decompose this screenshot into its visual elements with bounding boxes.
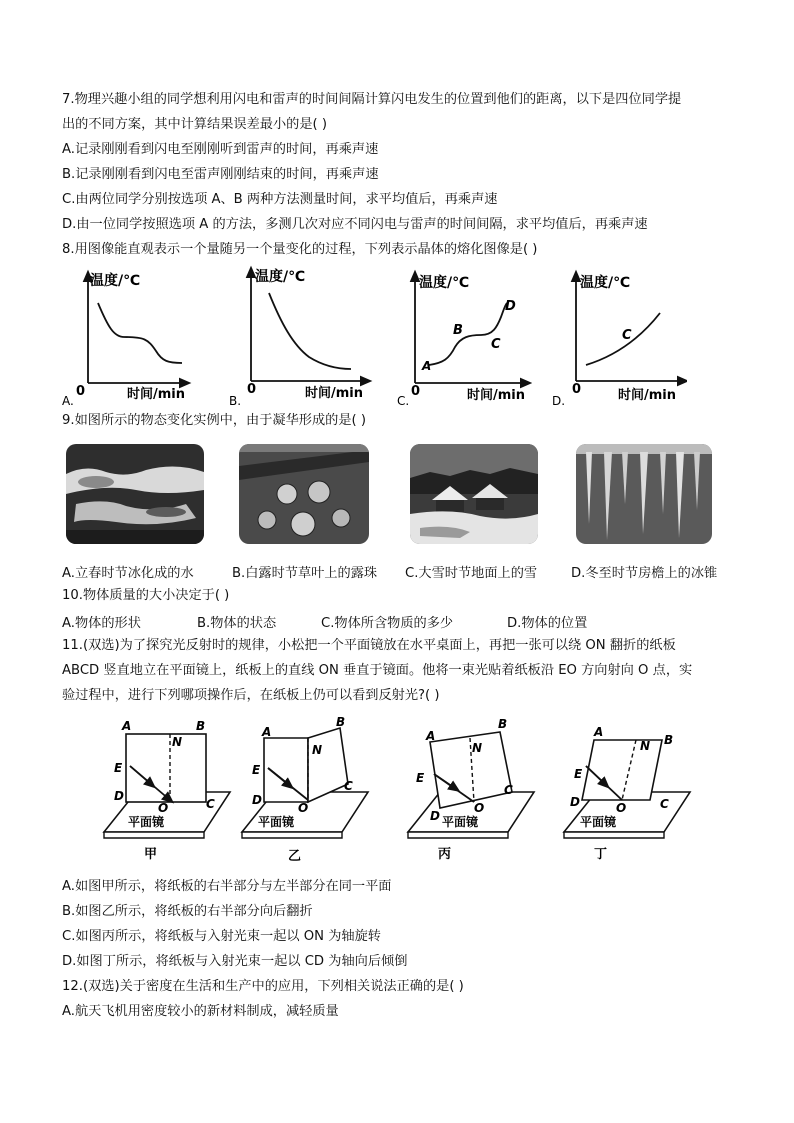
label-mirror-yi: 平面镜 [258,815,295,829]
q11-stem-line1: 11.(双选)为了探究光反射时的规律，小松把一个平面镜放在水平桌面上，再把一张可以绕 ON 翻折的纸板 [62,638,676,653]
q8-point-b: B [453,323,463,338]
q8-graph-b-label: B. [229,394,242,407]
label-n-ding: N [640,739,651,753]
q8-xlabel-d: 时间/min [618,388,677,403]
q11-option-b: B.如图乙所示，将纸板的右半部分向后翻折 [62,904,313,919]
q8-graph-a-label: A. [62,394,74,407]
q9-option-d: D.冬至时节房檐上的冰锥 [571,566,718,581]
q8-curve-a [98,303,182,363]
label-mirror-bing: 平面镜 [442,815,479,829]
label-e: E [114,761,123,775]
label-d-yi: D [252,793,262,807]
q9-stem: 9.如图所示的物态变化实例中，由于凝华形成的是( ) [62,413,366,428]
q8-xlabel-b: 时间/min [305,386,364,401]
q8-ylabel-c: 温度/℃ [419,275,470,291]
q10-option-b: B.物体的状态 [197,616,277,631]
q11-option-c: C.如图丙所示，将纸板与入射光束一起以 ON 为轴旋转 [62,929,381,944]
label-d: D [114,789,124,803]
q8-ylabel-b: 温度/℃ [255,269,306,285]
q10-option-c: C.物体所含物质的多少 [321,616,454,631]
q11-stem-line3: 验过程中，进行下列哪项操作后，在纸板上仍可以看到反射光?( ) [62,688,440,703]
q9-photo-icicles [576,444,712,544]
q8-curve-b [269,293,351,369]
q7-stem-line1: 7.物理兴趣小组的同学想利用闪电和雷声的时间间隔计算闪电发生的位置到他们的距离，以下是四位同学提 [62,92,682,107]
label-b-ding: B [664,733,674,747]
q12-option-a: A.航天飞机用密度较小的新材料制成，减轻质量 [62,1004,339,1019]
label-a-ding: A [594,725,604,739]
label-o: O [158,801,169,815]
q9-photo-snow [410,444,538,544]
q8-stem: 8.用图像能直观表示一个量随另一个量变化的过程，下列表示晶体的熔化图像是( ) [62,242,538,257]
q8-graph-d-label: D. [552,394,566,407]
q11-figure-jia [100,716,240,866]
label-mirror-ding: 平面镜 [580,815,617,829]
q8-point-a: A [422,359,432,373]
label-c: C [206,797,215,811]
q10-option-d: D.物体的位置 [507,616,588,631]
q8-point-c-d: C [622,328,632,343]
label-a-yi: A [262,725,272,739]
label-b-yi: B [336,715,346,729]
label-d-ding: D [570,795,580,809]
q8-origin-d: 0 [572,382,582,397]
label-n: N [172,735,183,749]
q9-option-c: C.大雪时节地面上的雪 [405,566,538,581]
q8-ylabel-a: 温度/℃ [90,273,141,289]
q10-stem: 10.物体质量的大小决定于( ) [62,588,230,603]
q7-option-d: D.由一位同学按照选项 A 的方法，多测几次对应不同闪电与雷声的时间间隔，求平均值后，再乘声速 [62,217,648,232]
label-n-yi: N [312,743,323,757]
label-c-yi: C [344,779,353,793]
caption-bing: 丙 [438,847,452,862]
label-e-yi: E [252,763,261,777]
q8-origin-a: 0 [76,384,86,399]
q7-stem-line2: 出的不同方案，其中计算结果误差最小的是( ) [62,117,328,132]
q12-stem: 12.(双选)关于密度在生活和生产中的应用，下列相关说法正确的是( ) [62,979,464,994]
label-o-bing: O [474,801,485,815]
q8-point-d: D [505,299,516,314]
caption-ding: 丁 [594,847,608,862]
q9-option-b: B.白露时节草叶上的露珠 [232,566,378,581]
q8-xlabel-c: 时间/min [467,388,526,403]
q8-xlabel-a: 时间/min [127,387,186,402]
q11-figure-yi [238,714,378,866]
label-b-bing: B [498,717,508,731]
q11-option-a: A.如图甲所示，将纸板的右半部分与左半部分在同一平面 [62,879,392,894]
q9-photo-dew [239,444,369,544]
q9-option-a: A.立春时节冰化成的水 [62,566,194,581]
q8-point-c: C [491,337,501,352]
q8-graph-c [397,265,532,407]
label-e-ding: E [574,767,583,781]
label-a-bing: A [426,729,436,743]
q11-option-d: D.如图丁所示，将纸板与入射光束一起以 CD 为轴向后倾倒 [62,954,408,969]
q8-graph-d [552,265,687,407]
q8-origin-c: 0 [411,384,421,399]
board-jia [126,734,206,802]
board-yi-right [308,728,348,802]
label-n-bing: N [472,741,483,755]
q8-graph-a [62,265,192,407]
label-b: B [196,719,206,733]
label-mirror: 平面镜 [128,815,165,829]
caption-jia: 甲 [144,847,158,862]
q8-ylabel-d: 温度/℃ [580,275,631,291]
caption-yi: 乙 [288,849,302,864]
q11-figure-bing [404,716,544,866]
label-c-bing: C [504,783,513,797]
q10-option-a: A.物体的形状 [62,616,141,631]
q11-figure-ding [560,716,700,866]
label-o-ding: O [616,801,627,815]
label-a: A [122,719,132,733]
q9-photo-ice-water [66,444,204,544]
label-o-yi: O [298,801,309,815]
q8-graph-b [229,263,374,407]
q7-option-b: B.记录刚刚看到闪电至雷声刚刚结束的时间，再乘声速 [62,167,379,182]
q8-curve-c [429,303,507,365]
q8-graph-c-label: C. [397,394,410,407]
label-d-bing: D [430,809,440,823]
q8-origin-b: 0 [247,382,257,397]
q7-option-a: A.记录刚刚看到闪电至刚刚听到雷声的时间，再乘声速 [62,142,379,157]
q11-stem-line2: ABCD 竖直地立在平面镜上，纸板上的直线 ON 垂直于镜面。他将一束光贴着纸板沿 EO 方向射向 O 点，实 [62,663,693,678]
label-e-bing: E [416,771,425,785]
label-c-ding: C [660,797,669,811]
q7-option-c: C.由两位同学分别按选项 A、B 两种方法测量时间，求平均值后，再乘声速 [62,192,498,207]
